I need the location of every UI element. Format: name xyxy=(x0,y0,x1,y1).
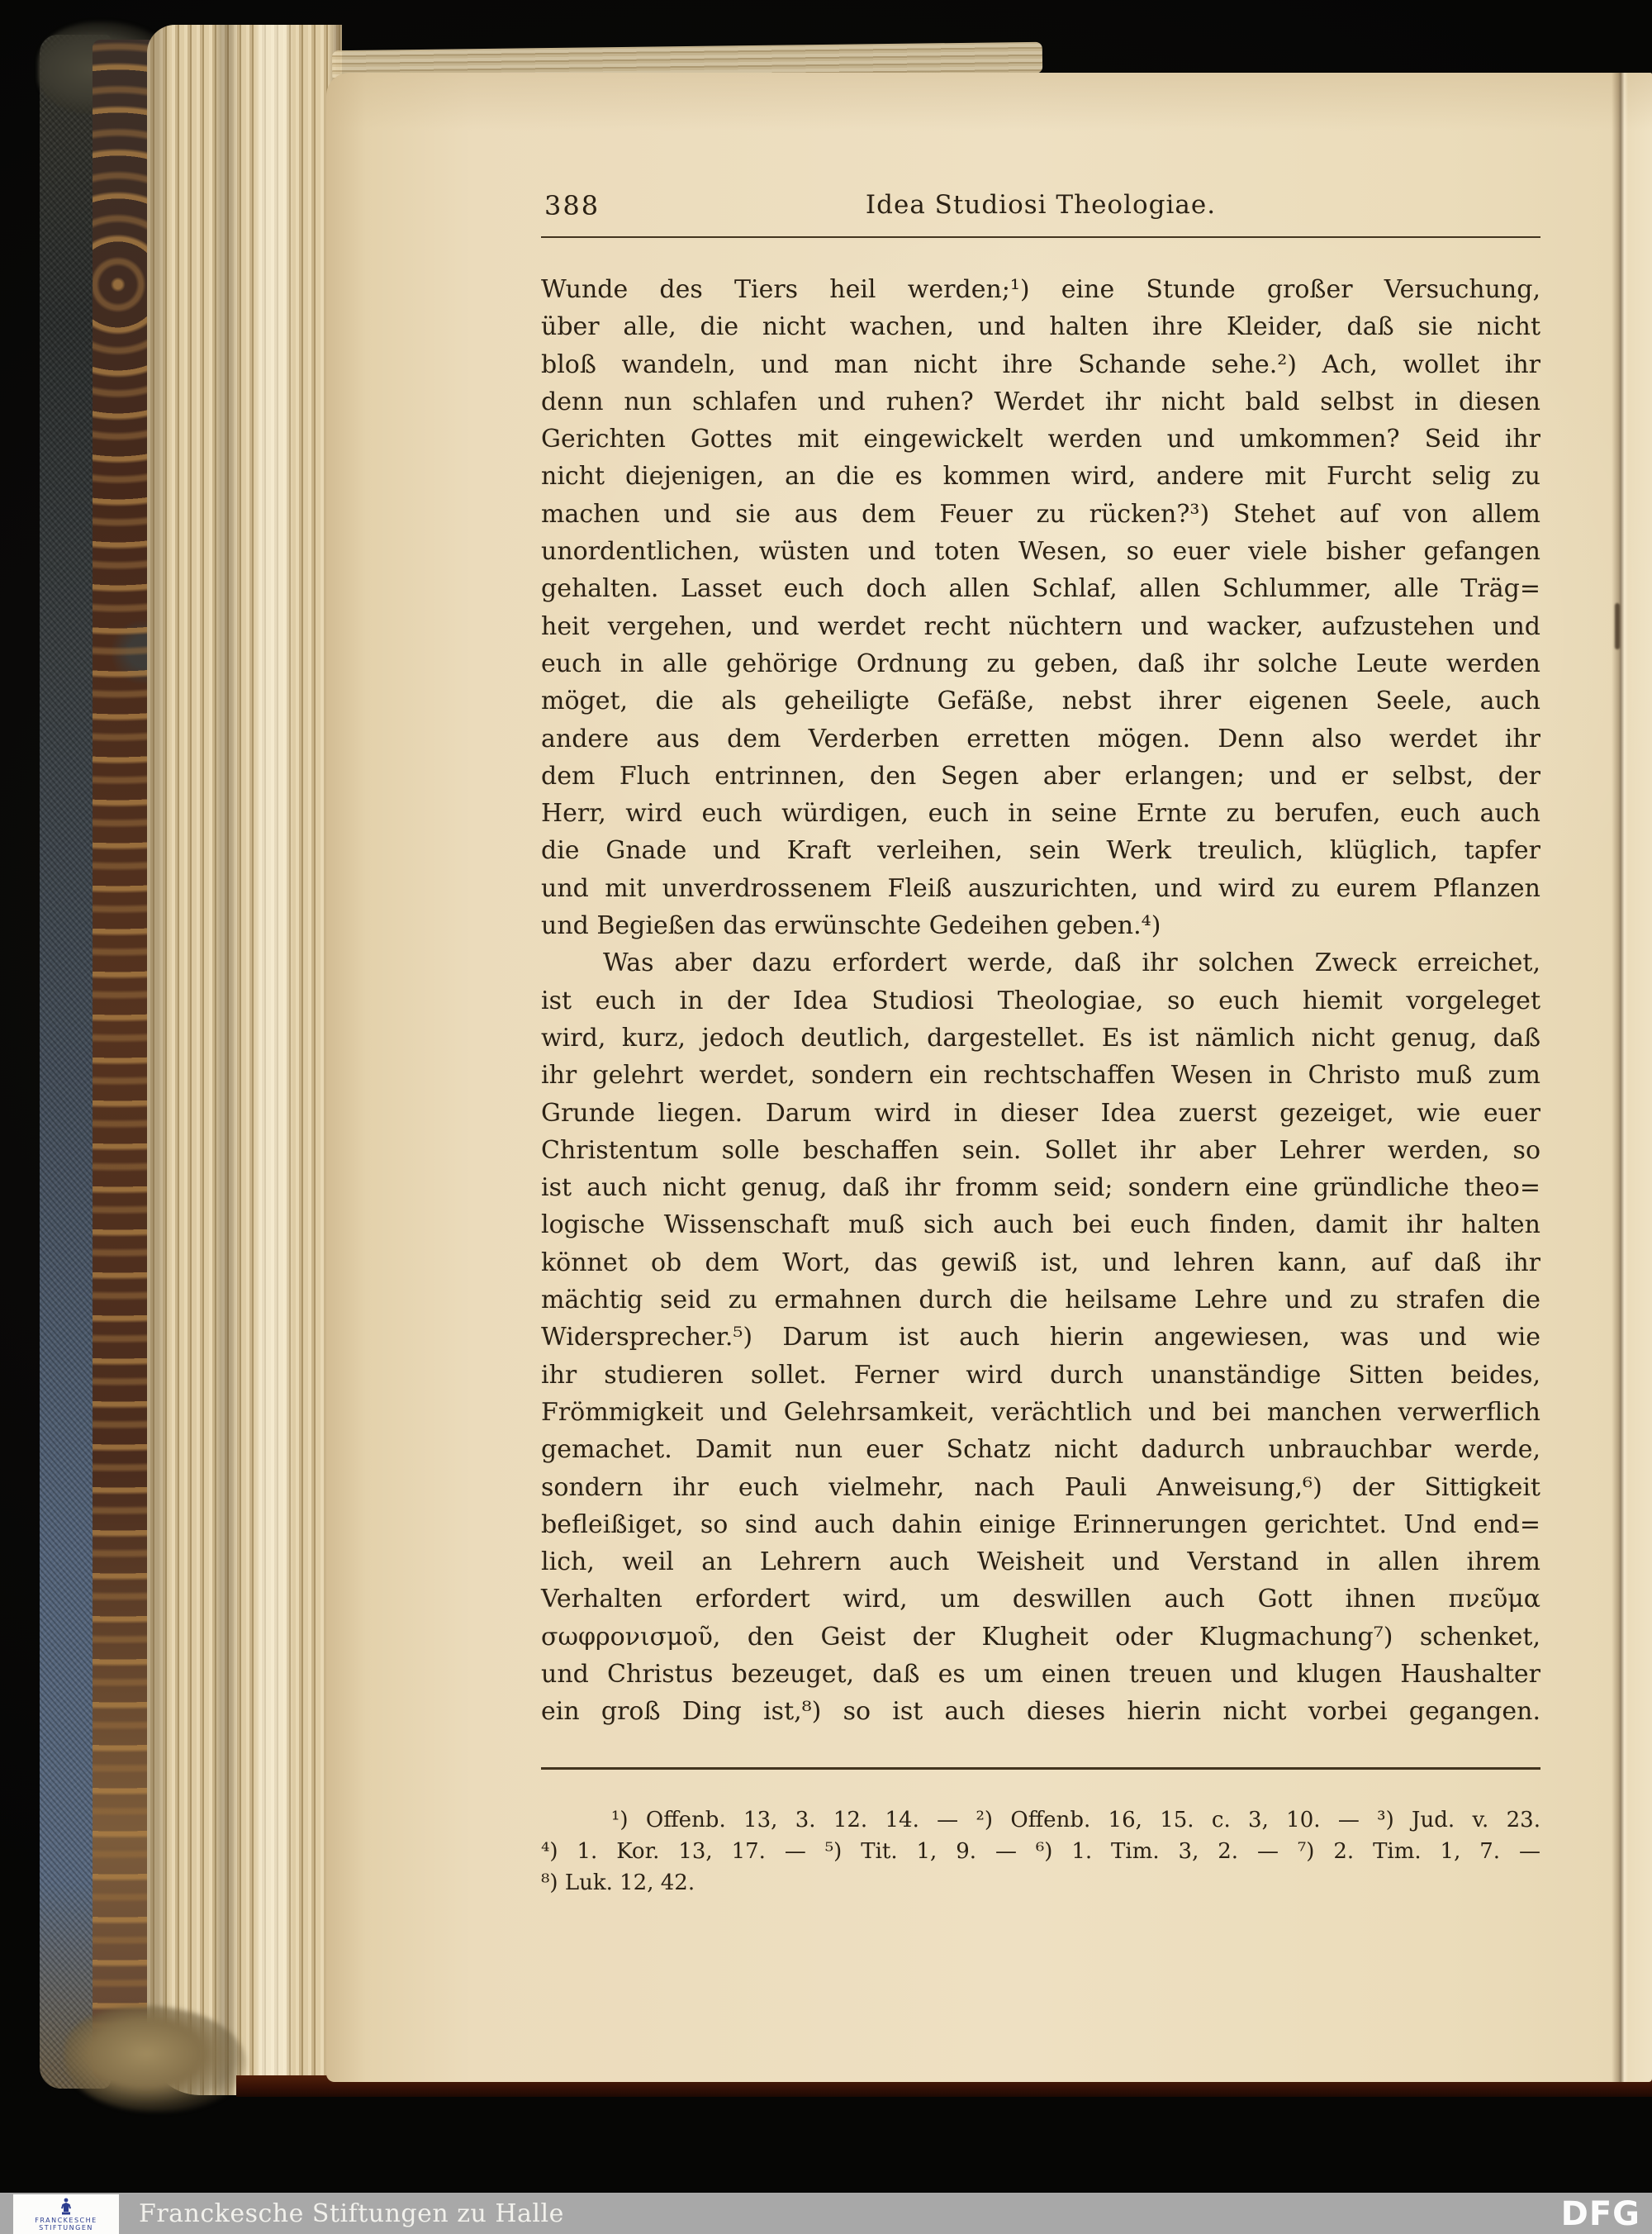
text-line: unordentlichen, wüsten und toten Wesen, so euer viele bisher gefangen xyxy=(541,537,1540,567)
header-rule xyxy=(541,236,1540,238)
text-line: könnet ob dem Wort, das gewiß ist, und lehren kann, auf daß ihr xyxy=(541,1248,1540,1277)
text-line: bloß wandeln, und man nicht ihre Schande sehe.²) Ach, wollet ihr xyxy=(541,349,1540,379)
text-line: Herr, wird euch würdigen, euch in seine Ernte zu berufen, euch auch xyxy=(541,799,1540,829)
text-line: sondern ihr euch vielmehr, nach Pauli Anweisung,⁶) der Sittigkeit xyxy=(541,1472,1540,1502)
text-line: Wunde des Tiers heil werden;¹) eine Stunde großer Versuchung, xyxy=(541,275,1540,304)
footnote-rule xyxy=(541,1767,1540,1770)
text-line: befleißiget, so sind auch dahin einige Erinnerungen gerichtet. Und end= xyxy=(541,1509,1540,1539)
logo-caption-line1: FRANCKESCHE xyxy=(35,2216,97,2224)
text-line: dem Fluch entrinnen, den Segen aber erlangen; und er selbst, der xyxy=(541,761,1540,791)
page-right-crease xyxy=(1612,73,1628,2082)
text-line: ihr gelehrt werdet, sondern ein rechtschaffen Wesen in Christo muß zum xyxy=(541,1061,1540,1091)
text-line: die Gnade und Kraft verleihen, sein Werk treulich, klüglich, tapfer xyxy=(541,836,1540,866)
logo-caption-line2: STIFTUNGEN xyxy=(39,2223,93,2232)
running-title: Idea Studiosi Theologiae. xyxy=(865,190,1217,220)
page-number: 388 xyxy=(544,190,601,221)
text-line: Verhalten erfordert wird, um deswillen auch Gott ihnen πνεῦμα xyxy=(541,1585,1540,1614)
text-line: ⁴) 1. Kor. 13, 17. — ⁵) Tit. 1, 9. — ⁶) 1. Tim. 3, 2. — ⁷) 2. Tim. 1, 7. — xyxy=(541,1838,1540,1864)
text-line: nicht diejenigen, an die es kommen wird, andere mit Furcht selig zu xyxy=(541,462,1540,492)
text-line: Gerichten Gottes mit eingewickelt werden und umkommen? Seid ihr xyxy=(541,425,1540,454)
text-line: heit vergehen, und werdet recht nüchtern und wacker, aufzustehen und xyxy=(541,611,1540,641)
text-line: ihr studieren sollet. Ferner wird durch unanständige Sitten beides, xyxy=(541,1360,1540,1390)
text-line: σωφρονισμοῦ, den Geist der Klugheit oder Klugmachung⁷) schenket, xyxy=(541,1622,1540,1652)
text-line: und mit unverdrossenem Fleiß auszurichten, und wird zu eurem Pflanzen xyxy=(541,873,1540,903)
text-line: ¹) Offenb. 13, 3. 12. 14. — ²) Offenb. 16, 15. c. 3, 10. — ³) Jud. v. 23. xyxy=(611,1807,1540,1832)
text-line: ⁸) Luk. 12, 42. xyxy=(541,1870,695,1895)
text-line: gemachet. Damit nun euer Schatz nicht dadurch unbrauchbar werde, xyxy=(541,1435,1540,1465)
text-line: möget, die als geheiligte Gefäße, nebst ihrer eigenen Seele, auch xyxy=(541,687,1540,716)
text-line: logische Wissenschaft muß sich auch bei euch finden, damit ihr halten xyxy=(541,1210,1540,1240)
text-line: gehalten. Lasset euch doch allen Schlaf, allen Schlummer, alle Träg= xyxy=(541,574,1540,604)
text-line: und Christus bezeuget, daß es um einen treuen und klugen Haushalter xyxy=(541,1659,1540,1689)
text-line: andere aus dem Verderben erretten mögen. Denn also werdet ihr xyxy=(541,724,1540,753)
text-line: Grunde liegen. Darum wird in dieser Idea zuerst gezeiget, wie euer xyxy=(541,1098,1540,1128)
text-line: wird, kurz, jedoch deutlich, dargestellet. Es ist nämlich nicht genug, daß xyxy=(541,1023,1540,1053)
text-line: ist auch nicht genug, daß ihr fromm seid; sondern eine gründliche theo= xyxy=(541,1173,1540,1203)
page-header xyxy=(541,190,1540,225)
text-line: über alle, die nicht wachen, und halten ihre Kleider, daß sie nicht xyxy=(541,312,1540,342)
book-page xyxy=(326,73,1652,2082)
text-line: machen und sie aus dem Feuer zu rücken?³) Stehet auf von allem xyxy=(541,499,1540,529)
text-line: denn nun schlafen und ruhen? Werdet ihr nicht bald selbst in diesen xyxy=(541,387,1540,416)
page-crease-mark xyxy=(1615,603,1620,649)
text-line: Christentum solle beschaffen sein. Sollet ihr aber Lehrer werden, so xyxy=(541,1135,1540,1165)
francke-statue-icon xyxy=(59,2198,74,2216)
body-text xyxy=(541,271,1540,1731)
printed-text-column xyxy=(541,190,1540,1899)
institution-logo xyxy=(13,2194,119,2234)
page-edges-stack xyxy=(147,25,342,2095)
text-line: und Begießen das erwünschte Gedeihen geben.⁴) xyxy=(541,911,1161,941)
text-line: Widersprecher.⁵) Darum ist auch hierin angewiesen, was und wie xyxy=(541,1323,1540,1352)
text-line: mächtig seid zu ermahnen durch die heilsame Lehre und zu strafen die xyxy=(541,1286,1540,1315)
text-line: lich, weil an Lehrern auch Weisheit und Verstand in allen ihrem xyxy=(541,1547,1540,1577)
text-line: ist euch in der Idea Studiosi Theologiae, so euch hiemit vorgeleget xyxy=(541,986,1540,1015)
footnotes xyxy=(541,1804,1540,1899)
dfg-logo: DFG xyxy=(1560,2195,1640,2233)
text-line: Frömmigkeit und Gelehrsamkeit, verächtlich und bei manchen verwerflich xyxy=(541,1397,1540,1427)
text-line: ein groß Ding ist,⁸) so ist auch dieses hierin nicht vorbei gegangen. xyxy=(541,1697,1540,1727)
text-line: euch in alle gehörige Ordnung zu geben, daß ihr solche Leute werden xyxy=(541,649,1540,678)
text-line: Was aber dazu erfordert werde, daß ihr solchen Zweck erreichet, xyxy=(603,948,1540,978)
institution-label: Franckesche Stiftungen zu Halle xyxy=(139,2199,564,2228)
watermark-bar xyxy=(0,2193,1652,2234)
